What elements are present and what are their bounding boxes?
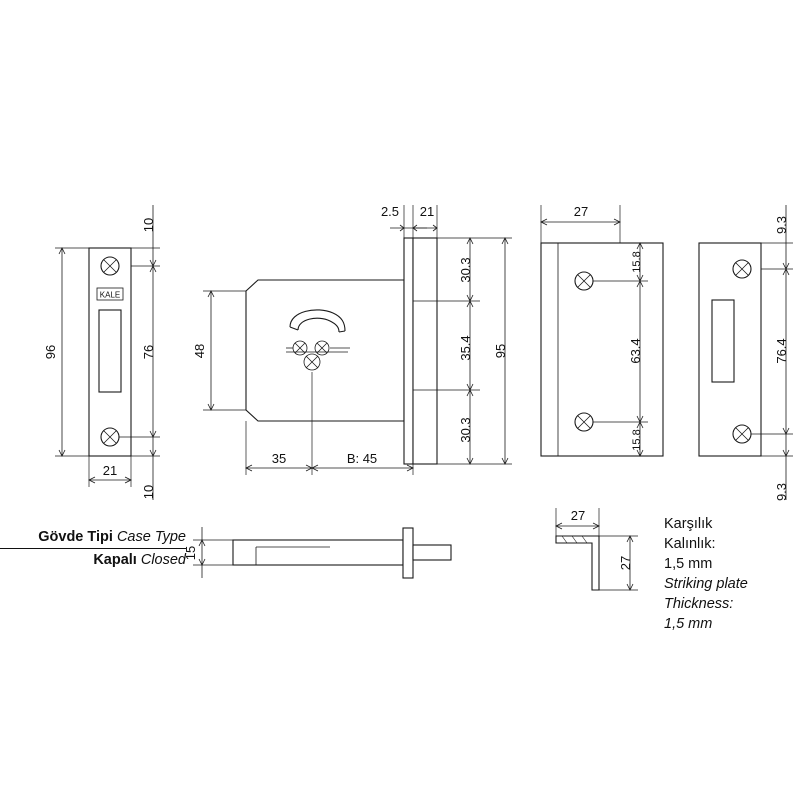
striking-line-4: Striking plate bbox=[664, 576, 748, 592]
dim-faceplate-top-edge: 10 bbox=[141, 217, 156, 233]
dim-faceplate-height-total: 96 bbox=[43, 344, 58, 360]
striking-line-2: Kalınlık: bbox=[664, 536, 716, 552]
body-faceplate bbox=[404, 238, 413, 464]
dim-faceplate-height-inner: 76 bbox=[141, 344, 156, 360]
dim-strike-top-offset: 27 bbox=[573, 204, 589, 219]
striking-line-5: Thickness: bbox=[664, 596, 734, 612]
bolt-body bbox=[233, 540, 403, 565]
dim-body-total-height: 95 bbox=[493, 343, 508, 359]
dim-strike-right-top-edge: 9.3 bbox=[774, 215, 789, 235]
faceplate-bolt-opening bbox=[99, 310, 121, 392]
dim-strike-right-bottom-edge: 9.3 bbox=[774, 482, 789, 502]
strike-right-opening bbox=[712, 300, 734, 382]
dim-angle-height: 27 bbox=[618, 555, 633, 571]
case-type-line-1 bbox=[0, 528, 186, 547]
case-state-tr: Kapalı bbox=[93, 552, 141, 569]
dim-backset: 35 bbox=[271, 451, 287, 466]
dim-faceplate-thickness: 2.5 bbox=[380, 204, 400, 219]
dim-angle-width: 27 bbox=[570, 508, 586, 523]
striking-plate-label bbox=[664, 514, 748, 634]
case-type-tr: Gövde Tipi bbox=[38, 529, 117, 545]
bolt-protrusion bbox=[413, 545, 451, 560]
dim-strike-screw-bottom: 15.8 bbox=[631, 429, 643, 451]
case-type-en: Case Type bbox=[116, 529, 186, 545]
striking-line-1: Karşılık bbox=[664, 516, 713, 532]
dim-faceplate-width: 21 bbox=[102, 463, 118, 478]
striking-line-3: 1,5 mm bbox=[664, 556, 713, 572]
dim-bolt-height: 15 bbox=[183, 545, 198, 561]
dim-b-dimension: B: 45 bbox=[346, 451, 378, 466]
dim-strike-screw-top: 15.8 bbox=[631, 251, 643, 273]
view-faceplate-front bbox=[43, 205, 160, 500]
dim-body-bottom-segment: 30.3 bbox=[458, 417, 473, 443]
striking-line-6: 1,5 mm bbox=[664, 616, 713, 632]
strike-plate-outline bbox=[541, 243, 663, 456]
dim-strike-right-height: 76.4 bbox=[774, 338, 789, 364]
bolt-faceplate bbox=[403, 528, 413, 578]
case-type-label bbox=[0, 528, 186, 570]
dim-body-top-segment: 30.3 bbox=[458, 257, 473, 283]
brand-stamp-text: KALE bbox=[99, 290, 121, 300]
dim-case-height: 48 bbox=[192, 343, 207, 359]
dim-body-faceplate-width: 21 bbox=[419, 204, 435, 219]
body-faceplate-rear bbox=[413, 238, 437, 464]
view-bolt-top bbox=[183, 527, 451, 578]
dim-strike-center: 63.4 bbox=[628, 338, 643, 364]
view-angle-strike-plate bbox=[556, 508, 638, 590]
label-divider bbox=[0, 548, 186, 549]
view-strike-plate-front bbox=[541, 204, 663, 456]
view-lock-body bbox=[192, 204, 512, 475]
dim-body-mid-segment: 35.4 bbox=[458, 335, 473, 361]
case-state-en: Closed bbox=[140, 552, 186, 569]
angle-strike-profile bbox=[556, 536, 599, 590]
view-strike-plate-right bbox=[699, 205, 793, 501]
case-type-line-2 bbox=[0, 551, 186, 570]
dim-faceplate-bottom-edge: 10 bbox=[141, 484, 156, 500]
